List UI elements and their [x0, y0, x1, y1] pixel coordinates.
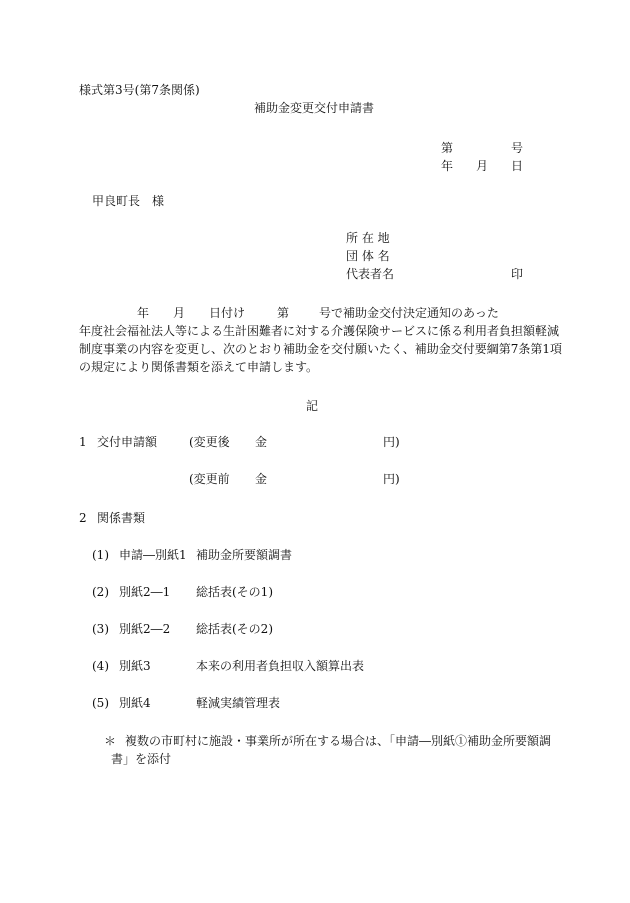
item2-label: 関係書類 — [97, 511, 146, 525]
body-line1-month: 月 — [173, 306, 186, 320]
item1-before-yen: 円) — [383, 472, 400, 486]
body-line2: 年度社会福祉法人等による生計困難者に対する介護保険サービスに係る利用者負担額軽減 — [79, 324, 560, 338]
seal-mark: 印 — [511, 267, 524, 281]
body-line1-dai: 第 — [277, 306, 290, 320]
doc-name: 軽減実績管理表 — [196, 696, 281, 710]
item1-after-label: (変更後 — [189, 435, 230, 449]
body-line1-rest: 号で補助金交付決定通知のあった — [319, 306, 499, 320]
body-line4: の規定により関係書類を添えて申請します。 — [79, 360, 319, 374]
item1-before-label: (変更前 — [189, 472, 230, 486]
note-mark: ＊ — [104, 734, 117, 748]
number-go: 号 — [511, 141, 524, 155]
doc-name: 本来の利用者負担収入額算出表 — [196, 659, 365, 673]
doc-number: (4) — [92, 659, 109, 673]
doc-ref: 別紙2―2 — [119, 622, 171, 636]
ki-heading: 記 — [306, 399, 319, 413]
item1-after-kin: 金 — [255, 435, 268, 449]
document-title: 補助金変更交付申請書 — [254, 101, 375, 115]
rep-label: 代表者名 — [346, 267, 395, 281]
doc-ref: 別紙2―1 — [119, 585, 171, 599]
doc-number: (5) — [92, 696, 109, 710]
addressee: 甲良町長 様 — [92, 194, 165, 208]
doc-number: (2) — [92, 585, 109, 599]
item1-number: 1 — [79, 435, 87, 449]
doc-name: 総括表(その1) — [196, 585, 273, 599]
doc-number: (3) — [92, 622, 109, 636]
date-day: 日 — [511, 159, 524, 173]
note-line2: 書」を添付 — [111, 752, 172, 766]
item1-label: 交付申請額 — [97, 435, 158, 449]
doc-ref: 別紙3 — [119, 659, 151, 673]
item1-after-yen: 円) — [383, 435, 400, 449]
date-month: 月 — [476, 159, 489, 173]
item2-number: 2 — [79, 511, 87, 525]
form-number: 様式第3号(第7条関係) — [79, 83, 200, 97]
address-label: 所 在 地 — [346, 231, 390, 245]
note-line1: 複数の市町村に施設・事業所が所在する場合は、「申請―別紙①補助金所要額調 — [125, 734, 552, 748]
body-line1-year: 年 — [137, 306, 150, 320]
doc-name: 補助金所要額調書 — [196, 548, 293, 562]
doc-ref: 別紙4 — [119, 696, 151, 710]
doc-number: (1) — [92, 548, 109, 562]
doc-ref: 申請―別紙1 — [119, 548, 187, 562]
item1-before-kin: 金 — [255, 472, 268, 486]
body-line3: 制度事業の内容を変更し、次のとおり補助金を交付願いたく、補助金交付要綱第7条第1項 — [79, 342, 563, 356]
org-label: 団 体 名 — [346, 249, 390, 263]
number-dai: 第 — [441, 141, 454, 155]
doc-name: 総括表(その2) — [196, 622, 273, 636]
date-year: 年 — [441, 159, 454, 173]
body-line1-dated: 日付け — [209, 306, 246, 320]
